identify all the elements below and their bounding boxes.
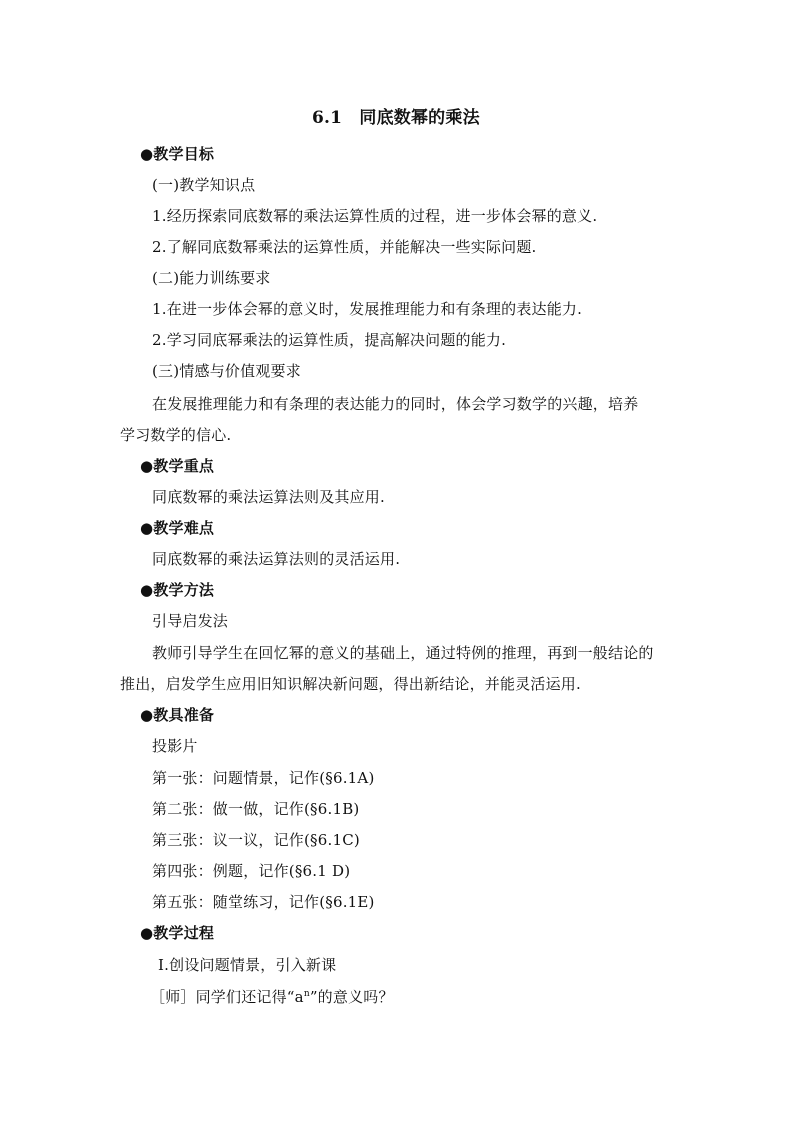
slide-item-1: 第一张：问题情景，记作(§6.1A) (152, 769, 375, 787)
knowledge-item-2: 2.了解同底数幂乘法的运算性质，并能解决一些实际问题. (152, 238, 537, 256)
method-name: 引导启发法 (152, 612, 229, 630)
section-heading-process: ●教学过程 (140, 924, 215, 942)
slide-item-5: 第五张：随堂练习，记作(§6.1E) (152, 893, 375, 911)
emotion-text-line-1: 在发展推理能力和有条理的表达能力的同时，体会学习数学的兴趣，培养 (152, 395, 639, 413)
emotion-text-line-2: 学习数学的信心. (120, 426, 232, 444)
section-heading-tools: ●教具准备 (140, 706, 215, 724)
page-title: 6.1 同底数幂的乘法 (312, 108, 480, 128)
knowledge-item-1: 1.经历探索同底数幂的乘法运算性质的过程，进一步体会幂的意义. (152, 207, 598, 225)
tools-name: 投影片 (152, 737, 198, 755)
slide-item-4: 第四张：例题，记作(§6.1 D) (152, 862, 351, 880)
process-step-1: Ⅰ.创设问题情景，引入新课 (158, 956, 337, 974)
slide-item-3: 第三张：议一议，记作(§6.1C) (152, 831, 360, 849)
section-heading-difficulty: ●教学难点 (140, 519, 215, 537)
difficulty-text: 同底数幂的乘法运算法则的灵活运用. (152, 550, 401, 568)
section-heading-goals: ●教学目标 (140, 145, 215, 163)
subheading-knowledge: (一)教学知识点 (152, 176, 256, 194)
slide-item-2: 第二张：做一做，记作(§6.1B) (152, 800, 360, 818)
exponent-n: n (303, 989, 310, 999)
teacher-question-suffix: ”的意义吗？ (309, 988, 394, 1006)
teacher-question-prefix: ［师］同学们还记得“a (150, 988, 304, 1006)
teacher-question (150, 987, 394, 1007)
subheading-ability: (二)能力训练要求 (152, 269, 271, 287)
method-desc-line-1: 教师引导学生在回忆幂的意义的基础上，通过特例的推理，再到一般结论的 (152, 644, 654, 662)
method-desc-line-2: 推出，启发学生应用旧知识解决新问题，得出新结论，并能灵活运用. (120, 675, 581, 693)
subheading-emotion: (三)情感与价值观要求 (152, 362, 301, 380)
ability-item-2: 2.学习同底幂乘法的运算性质，提高解决问题的能力. (152, 331, 507, 349)
section-heading-method: ●教学方法 (140, 581, 215, 599)
section-heading-key: ●教学重点 (140, 457, 215, 475)
ability-item-1: 1.在进一步体会幂的意义时，发展推理能力和有条理的表达能力. (152, 300, 583, 318)
key-text: 同底数幂的乘法运算法则及其应用. (152, 488, 385, 506)
